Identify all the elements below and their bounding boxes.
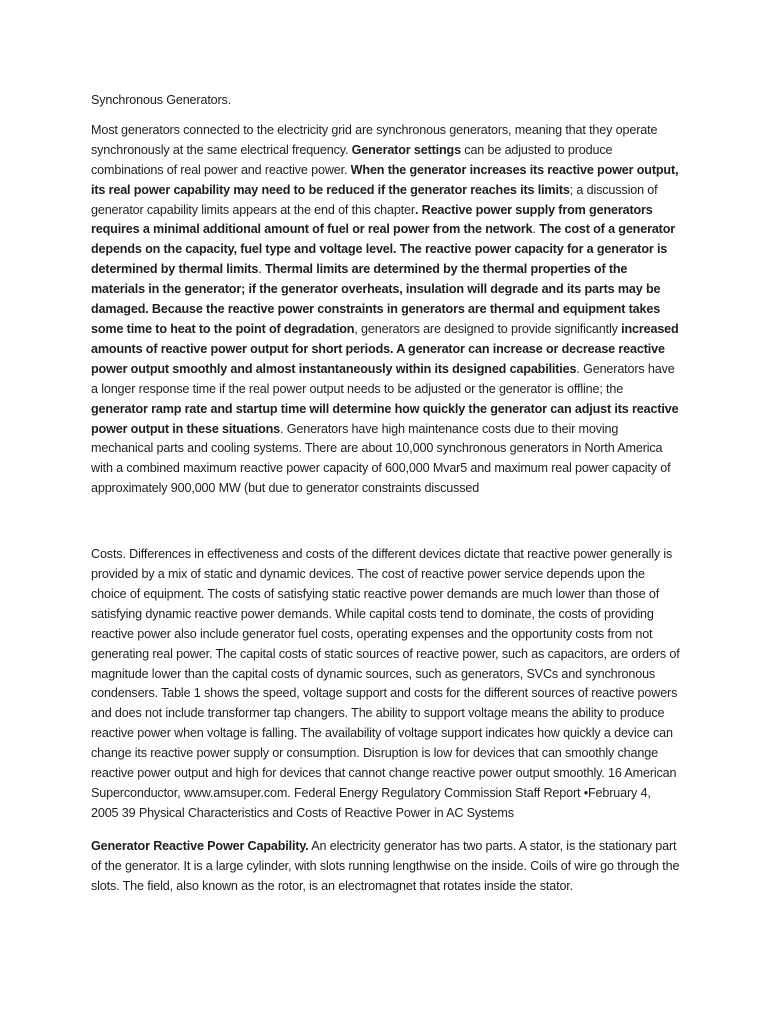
bold-run: generator ramp rate and startup time will determine how quickly the generator can adjust its reactive power output in these situations xyxy=(91,401,679,436)
bold-run: The cost of a generator depends on the capacity, fuel type and voltage level. The reactive power capacity for a generator is determined by thermal limits xyxy=(91,222,676,277)
paragraph-synchronous-generators xyxy=(91,121,680,499)
bold-run: Thermal limits are determined by the thermal properties of the materials in the generator; if the generator overheats, insulation will degrade and its parts may be damaged. Because the reactive power constraints in generators are thermal and equipment takes some time to heat to the point of degradation xyxy=(91,262,661,336)
bold-run: increased amounts of reactive power output for short periods. A generator can increase or decrease reactive power output smoothly and almost instantaneously within its designed capabilities xyxy=(91,321,679,376)
document-title: Synchronous Generators. xyxy=(91,93,232,107)
paragraph-reactive-capability xyxy=(91,837,680,897)
text-run: . xyxy=(532,222,540,237)
text-run: , generators are designed to provide significantly xyxy=(354,321,622,336)
text-run: ; a discussion of generator capability limits appears at the end of this chapter xyxy=(91,182,658,217)
paragraph-costs: Costs. Differences in effectiveness and costs of the different devices dictate that reactive power generally is provided by a mix of static and dynamic devices. The cost of reactive power service depends upon the choice of equipment. The costs of satisfying static reactive power demands are much lower than those of satisfying dynamic reactive power demands. While capital costs tend to dominate, the costs of providing reactive power also include generator fuel costs, operating expenses and the opportunity costs from not generating real power. The capital costs of static sources of reactive power, such as capacitors, are orders of magnitude lower than the capital costs of dynamic sources, such as generators, SVCs and synchronous condensers. Table 1 shows the speed, voltage support and costs for the different sources of reactive powers and does not include transformer tap changers. The ability to support voltage means the ability to produce reactive power when voltage is falling. The availability of voltage support indicates how quickly a device can change its reactive power supply or consumption. Disruption is low for devices that can smoothly change reactive power output and high for devices that cannot change reactive power output smoothly. 16 American Superconductor, www.amsuper.com. Federal Energy Regulatory Commission Staff Report •February 4, 2005 39 Physical Characteristics and Costs of Reactive Power in AC Systems xyxy=(91,547,680,820)
text-run: Most generators connected to the electricity grid are synchronous generators, meaning that they operate synchronously at the same electrical frequency. xyxy=(91,122,658,157)
bold-run: Generator settings xyxy=(351,142,461,157)
section-heading: Generator Reactive Power Capability. xyxy=(91,838,309,853)
text-run: . Generators have a longer response time if the real power output needs to be adjusted or the generator is offline; the xyxy=(91,361,675,396)
text-run: . Generators have high maintenance costs due to their moving mechanical parts and cooling systems. There are about 10,000 synchronous generators in North America with a combined maximum reactive power capacity of 600,000 Mvar5 and maximum real power capacity of approximately 900,000 MW (but due to generator constraints discussed xyxy=(91,421,671,496)
text-run: An electricity generator has two parts. A stator, is the stationary part of the generator. It is a large cylinder, with slots running lengthwise on the inside. Coils of wire go through the slots. The field, also known as the rotor, is an electromagnet that rotates inside the stator. xyxy=(91,838,680,893)
bold-run: When the generator increases its reactive power output, its real power capability may need to be reduced if the generator reaches its limits xyxy=(91,162,679,197)
bold-run: . Reactive power supply from generators requires a minimal additional amount of fuel or real power from the network xyxy=(91,202,653,237)
text-run: can be adjusted to produce combinations of real power and reactive power. xyxy=(91,142,613,177)
text-run: . xyxy=(258,262,265,277)
